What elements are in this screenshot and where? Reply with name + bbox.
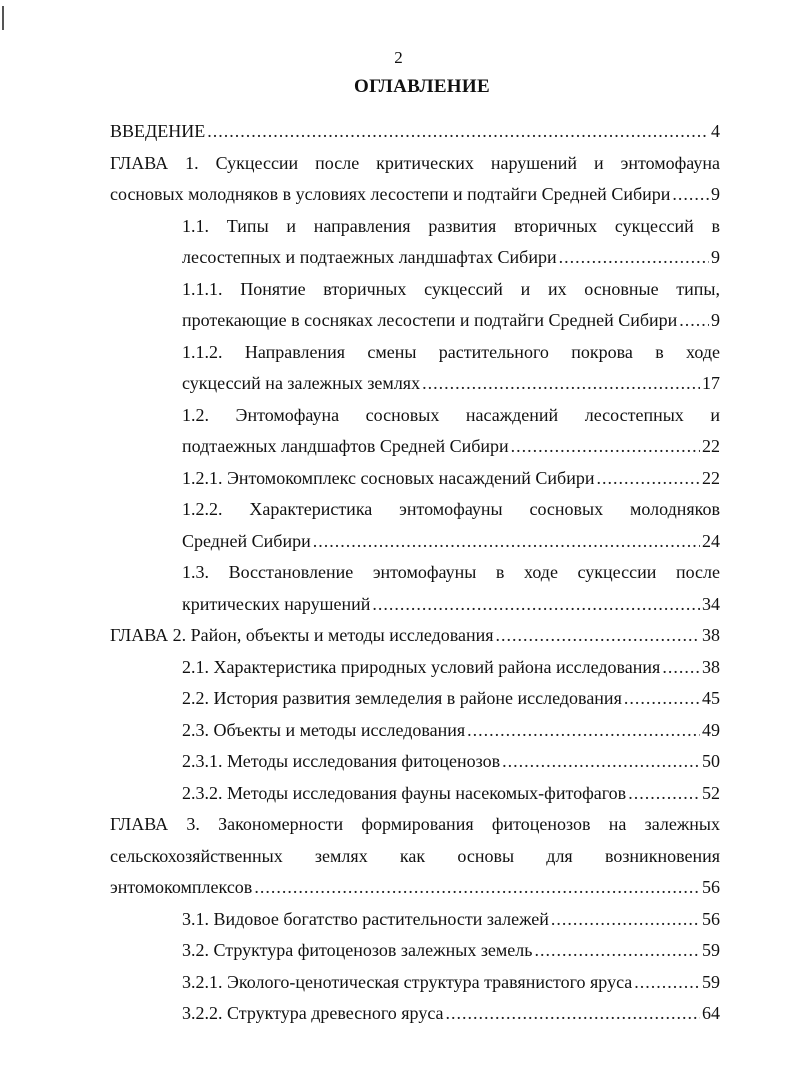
toc-dot-leader bbox=[502, 746, 700, 778]
toc-entry-title: протекающие в сосняках лесостепи и подтайги Средней Сибири bbox=[182, 310, 678, 330]
toc-entry-title: сосновых молодняков в условиях лесостепи и подтайги Средней Сибири bbox=[110, 184, 671, 204]
toc-page-number: 22 bbox=[702, 467, 720, 488]
toc-leader-line bbox=[182, 746, 720, 778]
toc-leader-line bbox=[110, 116, 720, 148]
toc-dot-leader bbox=[559, 242, 709, 274]
toc-leader-line bbox=[110, 620, 720, 652]
toc-leader-line bbox=[182, 652, 720, 684]
toc-dot-leader bbox=[496, 620, 700, 652]
toc-page-number: 59 bbox=[702, 940, 720, 960]
toc-leader-line bbox=[182, 778, 720, 810]
toc-entry-title: критических нарушений bbox=[182, 593, 371, 614]
toc-page-number: 9 bbox=[711, 184, 720, 204]
toc-leader-line bbox=[182, 715, 720, 747]
toc-dot-leader bbox=[372, 589, 700, 621]
toc-entry-1-3 bbox=[182, 557, 720, 620]
toc-dot-leader bbox=[254, 872, 700, 904]
toc-entry-title: 2.1. Характеристика природных условий района исследования bbox=[182, 656, 661, 677]
toc-leader-line bbox=[182, 242, 720, 274]
toc-entry-title: ГЛАВА 2. Район, объекты и методы исследования bbox=[110, 625, 494, 645]
toc-dot-leader bbox=[422, 368, 700, 400]
toc-entry-title: лесостепных и подтаежных ландшафтах Сибири bbox=[182, 247, 557, 267]
toc-entry-3-2-2 bbox=[182, 998, 720, 1030]
toc-page-number: 9 bbox=[711, 310, 720, 330]
toc-entry-1-2-1 bbox=[182, 463, 720, 495]
toc-leader-line bbox=[182, 904, 720, 936]
toc-leader-line bbox=[182, 683, 720, 715]
toc-page-number: 49 bbox=[702, 719, 720, 740]
toc-entry-title: подтаежных ландшафтов Средней Сибири bbox=[182, 436, 509, 456]
toc-entry-1-2-2 bbox=[182, 494, 720, 557]
toc-entry-1-1 bbox=[182, 211, 720, 274]
toc-page-number: 56 bbox=[702, 908, 720, 929]
toc-leader-line bbox=[182, 431, 720, 463]
toc-entry-chapter-1 bbox=[110, 148, 720, 211]
toc-leader-line bbox=[182, 463, 720, 495]
toc-entry-title-line: 1.2. Энтомофауна сосновых насаждений лесостепных и bbox=[182, 404, 720, 425]
toc-entry-title: 3.1. Видовое богатство растительности залежей bbox=[182, 908, 549, 929]
toc-entry-title: сукцессий на залежных землях bbox=[182, 373, 421, 393]
toc-entry-2-1 bbox=[182, 652, 720, 684]
toc-entry-title: 2.3.2. Методы исследования фауны насекомых-фитофагов bbox=[182, 782, 627, 803]
toc-leader-line bbox=[182, 998, 720, 1030]
toc-entry-chapter-3 bbox=[110, 809, 720, 904]
toc-entry-title: 3.2.2. Структура древесного яруса bbox=[182, 1003, 444, 1023]
toc-dot-leader bbox=[467, 715, 700, 747]
toc-entry-2-2 bbox=[182, 683, 720, 715]
toc-entry-title-line: ГЛАВА 3. Закономерности формирования фитоценозов на залежных bbox=[110, 814, 720, 834]
toc-dot-leader bbox=[596, 463, 700, 495]
toc-entry-title: 2.2. История развития земледелия в районе исследования bbox=[182, 688, 622, 708]
toc-entry-1-2 bbox=[182, 400, 720, 463]
toc-dot-leader bbox=[207, 116, 709, 148]
toc-entry-title-line: сельскохозяйственных землях как основы для возникновения bbox=[110, 845, 720, 866]
toc-entry-title: 2.3.1. Методы исследования фитоценозов bbox=[182, 751, 501, 771]
toc-entry-title-line: ГЛАВА 1. Сукцессии после критических нарушений и энтомофауна bbox=[110, 152, 720, 173]
toc-dot-leader bbox=[679, 305, 709, 337]
toc-leader-line bbox=[182, 368, 720, 400]
toc-page-number: 64 bbox=[702, 1003, 720, 1023]
toc-entry-1-1-1 bbox=[182, 274, 720, 337]
scan-margin-mark bbox=[2, 6, 4, 30]
toc-leader-line bbox=[110, 872, 720, 904]
page-number: 2 bbox=[394, 48, 403, 67]
toc-entry-3-2 bbox=[182, 935, 720, 967]
toc-leader-line bbox=[182, 589, 720, 621]
toc-leader-line bbox=[182, 935, 720, 967]
toc-entry-2-3-2 bbox=[182, 778, 720, 810]
toc-entry-3-2-1 bbox=[182, 967, 720, 999]
toc-page-number: 38 bbox=[702, 656, 720, 677]
toc-page-number: 22 bbox=[702, 436, 720, 456]
toc-dot-leader bbox=[628, 778, 700, 810]
toc-dot-leader bbox=[535, 935, 701, 967]
toc-leader-line bbox=[182, 967, 720, 999]
toc-page-number: 50 bbox=[702, 751, 720, 771]
toc-dot-leader bbox=[446, 998, 700, 1030]
toc-entry-title: 3.2. Структура фитоценозов залежных земель bbox=[182, 940, 533, 960]
toc-entry-title-line: 1.1. Типы и направления развития вторичных сукцессий в bbox=[182, 215, 720, 236]
toc-entry-title: Средней Сибири bbox=[182, 530, 311, 551]
toc-page-number: 56 bbox=[702, 877, 720, 897]
toc-dot-leader bbox=[511, 431, 700, 463]
toc-dot-leader bbox=[672, 179, 709, 211]
toc-page-number: 4 bbox=[711, 121, 720, 141]
toc-leader-line bbox=[110, 179, 720, 211]
toc-entry-title: 3.2.1. Эколого-ценотическая структура травянистого яруса bbox=[182, 971, 633, 992]
toc-dot-leader bbox=[662, 652, 700, 684]
toc-leader-line bbox=[182, 305, 720, 337]
toc-dot-leader bbox=[313, 526, 700, 558]
toc-entry-title-line: 1.1.2. Направления смены растительного покрова в ходе bbox=[182, 341, 720, 362]
toc-page-number: 24 bbox=[702, 530, 720, 551]
toc-entry-title-line: 1.1.1. Понятие вторичных сукцессий и их основные типы, bbox=[182, 278, 720, 299]
toc-entry-title-line: 1.2.2. Характеристика энтомофауны сосновых молодняков bbox=[182, 499, 720, 519]
toc-entry-title: 1.2.1. Энтомокомплекс сосновых насаждений Сибири bbox=[182, 467, 595, 488]
toc-dot-leader bbox=[624, 683, 700, 715]
toc-page-number: 45 bbox=[702, 688, 720, 708]
toc-dot-leader bbox=[634, 967, 700, 999]
toc-page-number: 52 bbox=[702, 782, 720, 803]
toc-entry-title: ВВЕДЕНИЕ bbox=[110, 121, 206, 141]
toc-page-number: 17 bbox=[702, 373, 720, 393]
page-title: ОГЛАВЛЕНИЕ bbox=[354, 76, 490, 97]
toc-page-number: 38 bbox=[702, 625, 720, 645]
toc-entry-title: 2.3. Объекты и методы исследования bbox=[182, 719, 466, 740]
toc-entry-introduction bbox=[110, 116, 720, 148]
toc-entry-2-3-1 bbox=[182, 746, 720, 778]
toc-page-number: 59 bbox=[702, 971, 720, 992]
toc-entry-2-3 bbox=[182, 715, 720, 747]
toc-entry-1-1-2 bbox=[182, 337, 720, 400]
toc-leader-line bbox=[182, 526, 720, 558]
toc-page-number: 9 bbox=[711, 247, 720, 267]
toc-entry-chapter-2 bbox=[110, 620, 720, 652]
toc-page-number: 34 bbox=[702, 593, 720, 614]
toc-entry-3-1 bbox=[182, 904, 720, 936]
toc-entry-title-line: 1.3. Восстановление энтомофауны в ходе сукцессии после bbox=[182, 562, 720, 582]
toc-dot-leader bbox=[551, 904, 700, 936]
toc-entry-title: энтомокомплексов bbox=[110, 877, 253, 897]
